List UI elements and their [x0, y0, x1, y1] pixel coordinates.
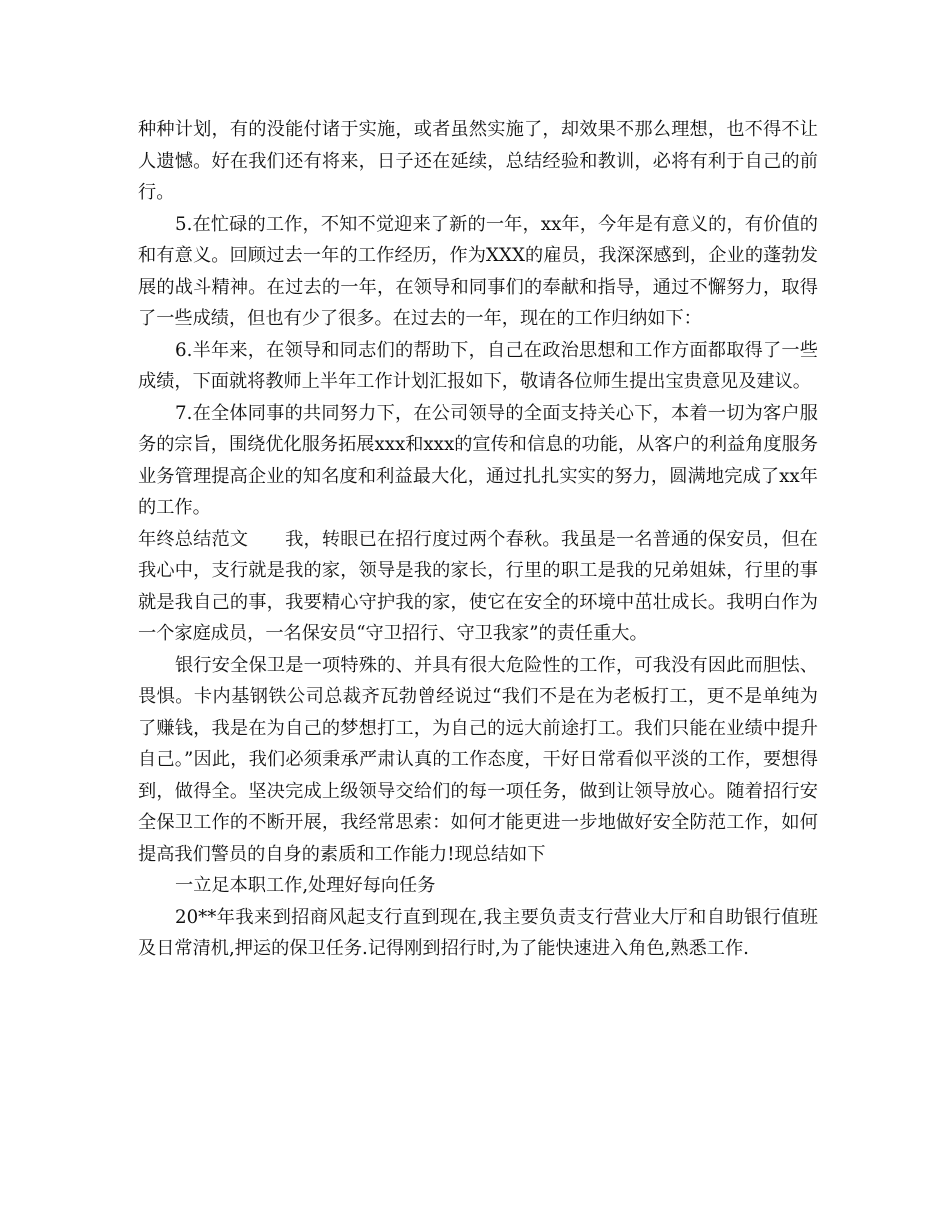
paragraph-5: 年终总结范文 我，转眼已在招行度过两个春秋。我虽是一名普通的保安员，但在我心中，支行就是我的家，领导是我的家长，行里的职工是我的兄弟姐妹，行里的事就是我自己的事，我要精心守护我的家，使它在安全的环境中茁壮成长。我明白作为一个家庭成员，一名保安员“守卫招行、守卫我家”的责任重大。 — [138, 528, 818, 644]
paragraph-1: 种种计划，有的没能付诸于实施，或者虽然实施了，却效果不那么理想，也不得不让人遗憾。好在我们还有将来，日子还在延续，总结经验和教训，必将有利于自己的前行。 — [138, 119, 818, 203]
section-heading: 一立足本职工作,处理好每向任务 — [175, 875, 436, 896]
paragraph-3: 6.半年来，在领导和同志们的帮助下，自己在政治思想和工作方面都取得了一些成绩，下面就将教师上半年工作计划汇报如下，敬请各位师生提出宝贵意见及建议。 — [138, 339, 818, 392]
paragraph-7: 20**年我来到招商风起支行直到现在,我主要负责支行营业大厅和自助银行值班及日常清机,押运的保卫任务.记得刚到招行时,为了能快速进入角色,熟悉工作. — [138, 906, 818, 959]
document-body — [138, 114, 818, 965]
paragraph-4: 7.在全体同事的共同努力下，在公司领导的全面支持关心下，本着一切为客户服务的宗旨，围绕优化服务拓展xxx和xxx的宣传和信息的功能，从客户的利益角度服务业务管理提高企业的知名度和利益最大化，通过扎扎实实的努力，圆满地完成了xx年的工作。 — [138, 402, 818, 518]
paragraph-6: 银行安全保卫是一项特殊的、并具有很大危险性的工作，可我没有因此而胆怯、畏惧。卡内基钢铁公司总裁齐瓦勃曾经说过“我们不是在为老板打工，更不是单纯为了赚钱，我是在为自己的梦想打工，为自己的远大前途打工。我们只能在业绩中提升自己。”因此，我们必须秉承严肃认真的工作态度，干好日常看似平淡的工作，要想得到，做得全。坚决完成上级领导交给们的每一项任务，做到让领导放心。随着招行安全保卫工作的不断开展，我经常思索：如何才能更进一步地做好安全防范工作，如何提高我们警员的自身的素质和工作能力!现总结如下 — [138, 654, 818, 865]
paragraph-2: 5.在忙碌的工作，不知不觉迎来了新的一年，xx年，今年是有意义的，有价值的和有意义。回顾过去一年的工作经历，作为XXX的雇员，我深深感到，企业的蓬勃发展的战斗精神。在过去的一年，在领导和同事们的奉献和指导，通过不懈努力，取得了一些成绩，但也有少了很多。在过去的一年，现在的工作归纳如下： — [138, 213, 818, 329]
